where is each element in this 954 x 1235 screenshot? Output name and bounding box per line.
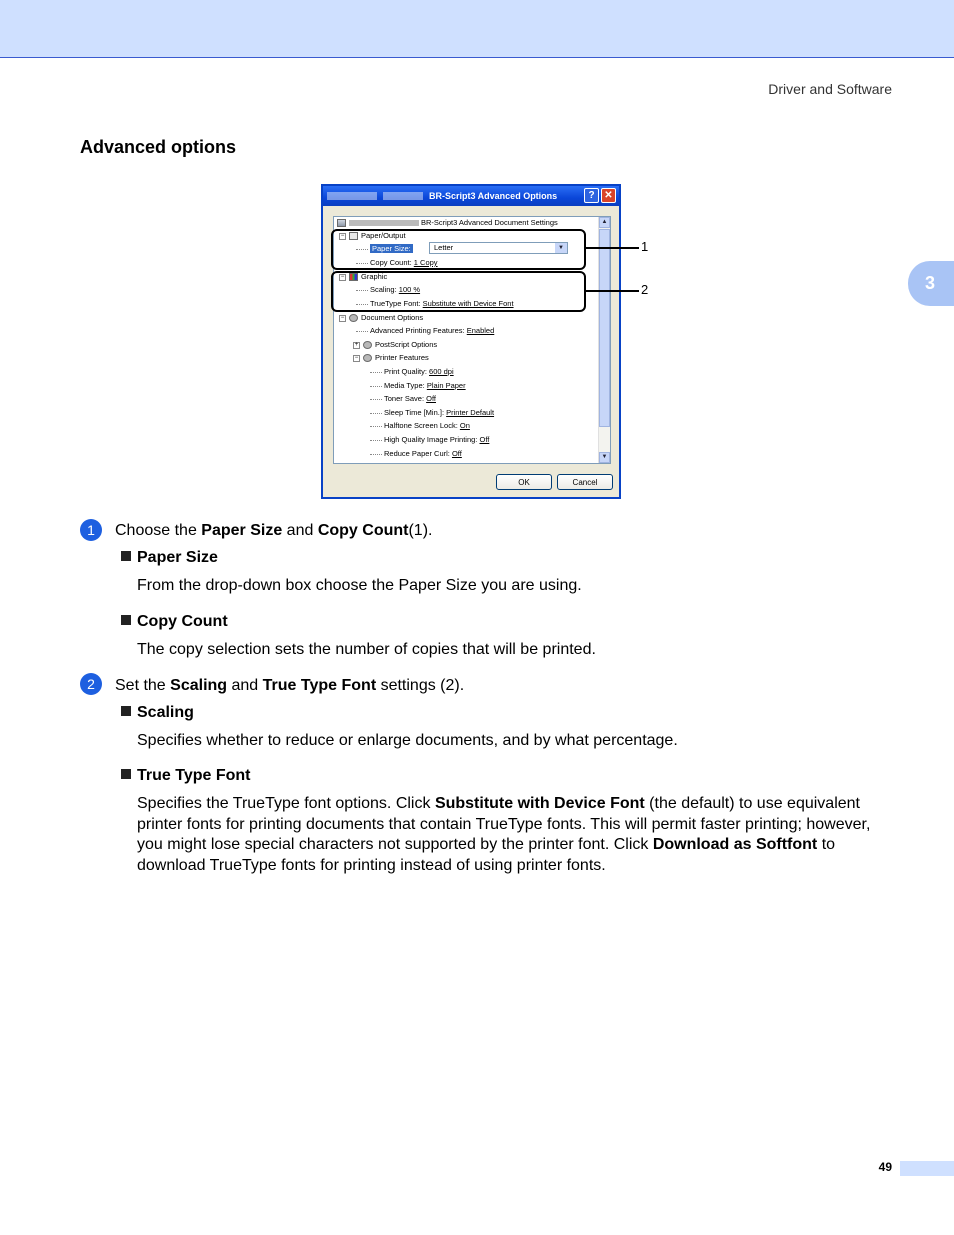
- paper-size-label: Paper Size:: [372, 244, 411, 253]
- step-2-text: Set the Scaling and True Type Font settings (2).: [115, 677, 465, 694]
- advanced-printing-value[interactable]: Enabled: [466, 326, 495, 335]
- blurred-model-name-2: [383, 192, 423, 200]
- tree-halftone[interactable]: Halftone Screen Lock: On: [370, 421, 470, 430]
- ok-button[interactable]: OK: [496, 474, 552, 490]
- callout-box-2: [331, 271, 586, 312]
- tree-copy-count[interactable]: Copy Count: 1 Copy: [356, 258, 438, 267]
- true-type-font-desc: Specifies the TrueType font options. Click Substitute with Device Font (the default) to use equivalent printer fonts for printing documents that contain TrueType fonts. This will permit faster printing; however, you might lose special characters not supported by the printer font. Click Download as Softfont to download TrueType fonts for printing instead of using printer fonts.: [137, 795, 871, 874]
- tree-sleep-time[interactable]: Sleep Time [Min.]: Printer Default: [370, 408, 494, 417]
- callout-line-2: [585, 290, 639, 292]
- expand-icon[interactable]: +: [354, 341, 359, 348]
- page-number: 49: [878, 1160, 892, 1174]
- callout-number-2: 2: [641, 282, 649, 297]
- collapse-icon[interactable]: −: [340, 273, 345, 280]
- tree-scaling[interactable]: Scaling: 100 %: [356, 285, 420, 294]
- square-bullet-icon: [121, 615, 131, 625]
- tree-toner-save[interactable]: Toner Save: Off: [370, 394, 436, 403]
- tree-graphic[interactable]: − Graphic: [340, 272, 388, 281]
- chevron-down-icon[interactable]: ▼: [555, 243, 567, 253]
- tree-root[interactable]: BR-Script3 Advanced Document Settings: [337, 218, 558, 227]
- tree-paper-output[interactable]: − Paper/Output: [340, 231, 406, 240]
- scaling-value[interactable]: 100 %: [398, 285, 421, 294]
- tree-truetype[interactable]: TrueType Font: Substitute with Device Font: [356, 299, 514, 308]
- blurred-root-prefix: [349, 220, 419, 226]
- scroll-down-icon[interactable]: ▼: [599, 452, 610, 463]
- scroll-up-icon[interactable]: ▲: [599, 217, 610, 228]
- scaling-desc: Specifies whether to reduce or enlarge documents, and by what percentage.: [137, 732, 678, 749]
- tree-postscript-options[interactable]: + PostScript Options: [354, 340, 438, 349]
- square-bullet-icon: [121, 551, 131, 561]
- collapse-icon[interactable]: −: [354, 354, 359, 361]
- printer-features-icon: [363, 354, 372, 362]
- tree-printer-features[interactable]: − Printer Features: [354, 353, 429, 362]
- dialog-titlebar: [323, 186, 619, 206]
- blurred-model-name: [327, 192, 377, 200]
- printer-icon: [337, 219, 346, 227]
- step-number-badge: 1: [80, 519, 102, 541]
- tree-document-options[interactable]: − Document Options: [340, 313, 424, 322]
- section-title: Driver and Software: [768, 81, 892, 97]
- tree-hq-image[interactable]: High Quality Image Printing: Off: [370, 435, 489, 444]
- truetype-value[interactable]: Substitute with Device Font: [422, 299, 514, 308]
- tree-advanced-printing[interactable]: Advanced Printing Features: Enabled: [356, 326, 494, 335]
- copy-count-desc: The copy selection sets the number of copies that will be printed.: [137, 641, 596, 658]
- top-header-band: [0, 0, 954, 58]
- footer-bar: [900, 1161, 954, 1176]
- tree-print-quality[interactable]: Print Quality: 600 dpi: [370, 367, 454, 376]
- paper-size-value: Letter: [434, 243, 454, 252]
- callout-line-1: [585, 247, 639, 249]
- bullet-scaling: Scaling: [121, 703, 194, 723]
- postscript-icon: [363, 341, 372, 349]
- step-number-badge: 2: [80, 673, 102, 695]
- bullet-paper-size: Paper Size: [121, 548, 218, 568]
- document-options-icon: [349, 314, 358, 322]
- bullet-copy-count: Copy Count: [121, 612, 228, 632]
- copy-count-value[interactable]: 1 Copy: [413, 258, 438, 267]
- paper-size-desc: From the drop-down box choose the Paper Size you are using.: [137, 577, 582, 594]
- page-heading: Advanced options: [80, 137, 237, 157]
- bullet-true-type-font: True Type Font: [121, 766, 250, 786]
- tree-scrollbar[interactable]: [598, 217, 610, 463]
- tree-media-type[interactable]: Media Type: Plain Paper: [370, 381, 466, 390]
- scroll-thumb[interactable]: [599, 229, 610, 427]
- step-1-text: Choose the Paper Size and Copy Count(1).: [115, 522, 433, 539]
- help-button[interactable]: ?: [584, 188, 599, 203]
- callout-box-1: [331, 229, 586, 270]
- close-button[interactable]: ✕: [601, 188, 616, 203]
- square-bullet-icon: [121, 769, 131, 779]
- tree-reduce-curl[interactable]: Reduce Paper Curl: Off: [370, 449, 462, 458]
- dialog-title: BR-Script3 Advanced Options: [429, 191, 558, 201]
- chapter-tab[interactable]: 3: [908, 261, 954, 306]
- cancel-button[interactable]: Cancel: [557, 474, 613, 490]
- collapse-icon[interactable]: −: [340, 314, 345, 321]
- collapse-icon[interactable]: −: [340, 232, 345, 239]
- square-bullet-icon: [121, 706, 131, 716]
- callout-number-1: 1: [641, 239, 649, 254]
